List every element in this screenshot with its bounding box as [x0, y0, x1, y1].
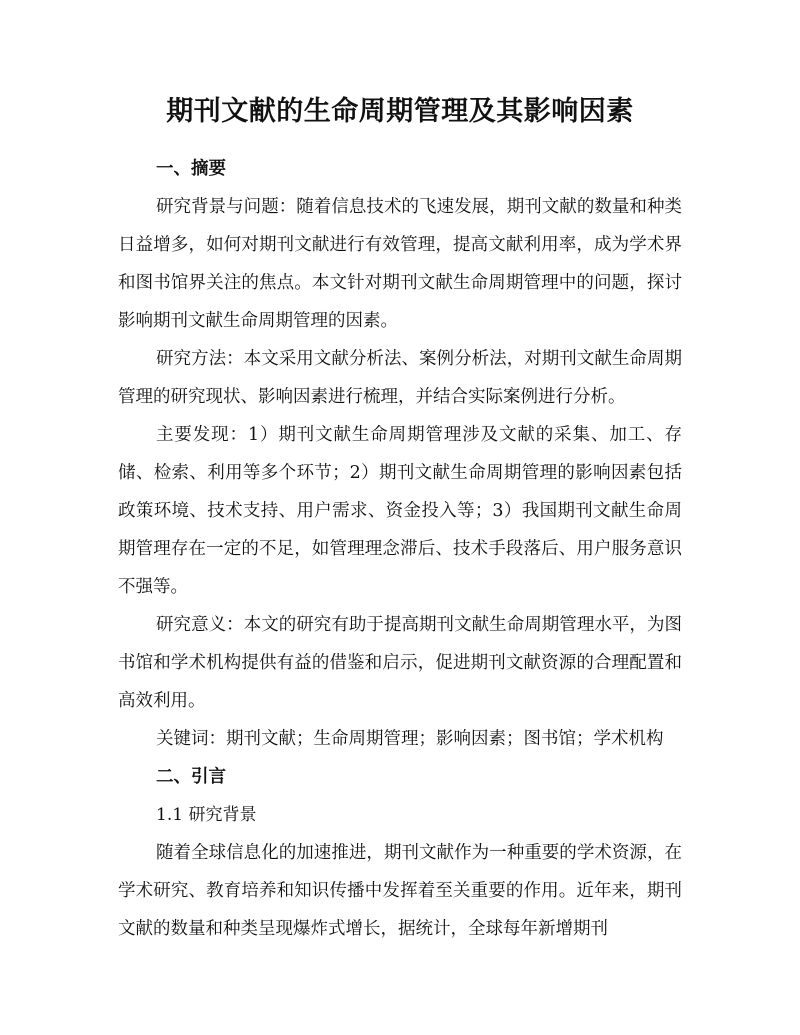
abstract-background-paragraph: 研究背景与问题：随着信息技术的飞速发展，期刊文献的数量和种类日益增多，如何对期刊文献进行有效管理，提高文献利用率，成为学术界和图书馆界关注的焦点。本文针对期刊文献生命周期管理中的问题，探讨影响期刊文献生命周期管理的因素。 [118, 197, 682, 331]
section-heading-introduction: 二、引言 [156, 767, 226, 787]
subsection-heading-research-background: 1.1 研究背景 [156, 805, 257, 825]
introduction-paragraph: 随着全球信息化的加速推进，期刊文献作为一种重要的学术资源，在学术研究、教育培养和知识传播中发挥着至关重要的作用。近年来，期刊文献的数量和种类呈现爆炸式增长，据统计，全球每年新增期刊 [118, 843, 682, 939]
abstract-methods-paragraph: 研究方法：本文采用文献分析法、案例分析法，对期刊文献生命周期管理的研究现状、影响因素进行梳理，并结合实际案例进行分析。 [118, 349, 682, 407]
section-heading-abstract: 一、摘要 [156, 159, 226, 179]
keywords-paragraph: 关键词：期刊文献；生命周期管理；影响因素；图书馆；学术机构 [156, 729, 664, 749]
abstract-significance-paragraph: 研究意义：本文的研究有助于提高期刊文献生命周期管理水平，为图书馆和学术机构提供有益的借鉴和启示，促进期刊文献资源的合理配置和高效利用。 [118, 615, 682, 711]
page-title: 期刊文献的生命周期管理及其影响因素 [166, 96, 634, 127]
abstract-findings-paragraph: 主要发现：1）期刊文献生命周期管理涉及文献的采集、加工、存储、检索、利用等多个环节；2）期刊文献生命周期管理的影响因素包括政策环境、技术支持、用户需求、资金投入等；3）我国期刊文献生命周期管理存在一定的不足，如管理理念滞后、技术手段落后、用户服务意识不强等。 [118, 425, 682, 597]
